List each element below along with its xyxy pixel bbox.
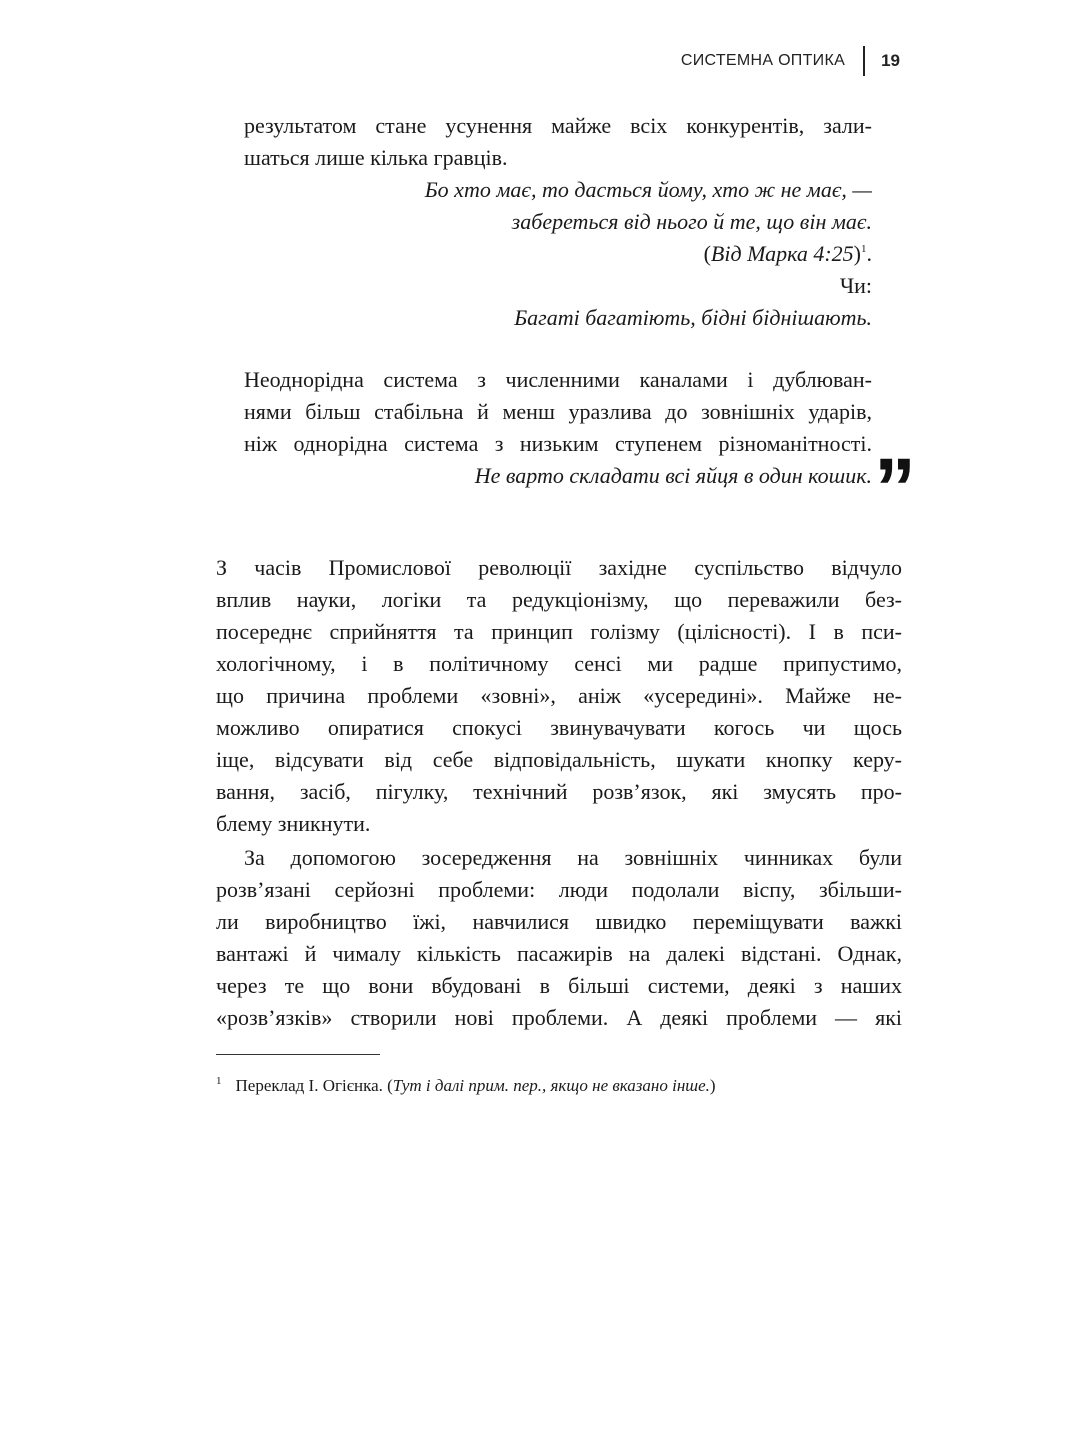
body-line: посереднє сприйняття та принцип голізму (цілісності). І в пси- <box>216 619 902 644</box>
body-line: що причина проблеми «зовні», аніж «усередині». Майже не- <box>216 683 902 708</box>
footnote-italic: Тут і далі прим. пер., якщо не вказано інше. <box>392 1076 710 1095</box>
body-line: розв’язані серйозні проблеми: люди подолали віспу, збільши- <box>216 877 902 902</box>
epigraph-quote-line: забереться від нього й те, що він має. <box>511 209 872 234</box>
body-line: вання, засіб, пігулку, технічний розв’язок, які змусять про- <box>216 779 902 804</box>
body-line: За допомогою зосередження на зовнішніх чинниках були <box>244 845 902 870</box>
body-line: можливо опиратися спокусі звинувачувати когось чи щось <box>216 715 902 740</box>
body-line: вплив науки, логіки та редукціонізму, що переважили без- <box>216 587 902 612</box>
source-reference: Від Марка 4:25 <box>710 241 854 266</box>
closing-quote-icon: ” <box>874 441 916 535</box>
body-line: З часів Промислової революції західне суспільство відчуло <box>216 555 902 580</box>
footnote-close: ) <box>709 1076 716 1095</box>
body-line: вантажі й чималу кількість пасажирів на далекі відстані. Однак, <box>216 941 902 966</box>
page-number: 19 <box>881 51 900 70</box>
body-line: хологічному, і в політичному сенсі ми радше припустимо, <box>216 651 902 676</box>
section-title: СИСТЕМНА ОПТИКА <box>680 52 846 69</box>
epigraph-quote-line: Бо хто має, то дасться йому, хто ж не має, — <box>424 177 872 202</box>
running-head <box>681 46 900 76</box>
body-line: ли виробництво їжі, навчилися швидко переміщувати важкі <box>216 909 902 934</box>
epigraph-source <box>704 238 872 270</box>
source-open-paren: ( <box>703 241 711 266</box>
footnote <box>216 1068 716 1099</box>
body-line: через те що вони вбудовані в більші системи, деякі з наших <box>216 973 902 998</box>
body-line: «розв’язків» створили нові проблеми. А деякі проблеми — які <box>216 1005 902 1030</box>
principle-line: нями більш стабільна й менш уразлива до зовнішніх ударів, <box>244 399 872 424</box>
epigraph-proverb: Багаті багатіють, бідні біднішають. <box>514 305 872 330</box>
principle-line: ніж однорідна система з низьким ступенем різноманітності. <box>244 431 872 456</box>
source-close-paren: ) <box>853 241 861 266</box>
epigraph-or: Чи: <box>839 273 872 298</box>
principle-line: Неоднорідна система з численними каналами і дублюван- <box>244 367 872 392</box>
footnote-number: 1 <box>216 1075 222 1087</box>
header-divider <box>863 46 865 76</box>
body-line: блему зникнути. <box>216 811 371 836</box>
principle-proverb: Не варто складати всі яйця в один кошик. <box>474 463 872 488</box>
footnote-text: Переклад І. Огієнка. ( <box>235 1076 393 1095</box>
body-line: іще, відсувати від себе відповідальність, шукати кнопку керу- <box>216 747 902 772</box>
footnote-rule <box>216 1054 380 1055</box>
intro-line: шаться лише кілька гравців. <box>244 145 508 170</box>
footnote-reference: 1 <box>861 243 867 255</box>
source-period: . <box>866 241 872 266</box>
intro-line: результатом стане усунення майже всіх конкурентів, зали- <box>244 113 872 138</box>
